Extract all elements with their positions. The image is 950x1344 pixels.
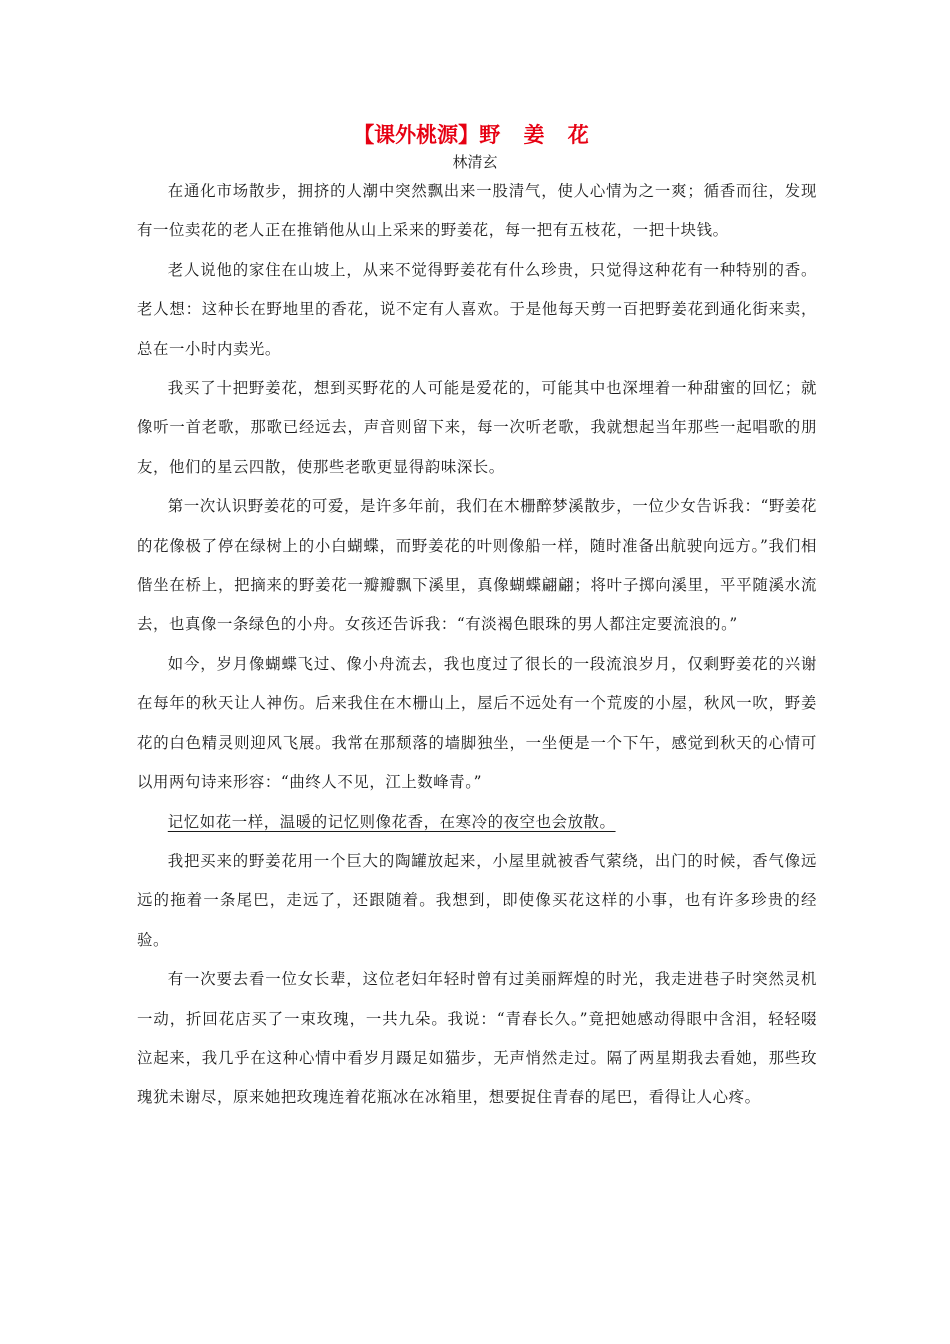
paragraph-1: 在通化市场散步，拥挤的人潮中突然飘出来一股清气，使人心情为之一爽；循香而往，发现有一位卖花的老人正在推销他从山上采来的野姜花，每一把有五枝花，一把十块钱。 — [137, 182, 817, 240]
paragraph-2: 老人说他的家住在山坡上，从来不觉得野姜花有什么珍贵，只觉得这种花有一种特别的香。老人想：这种长在野地里的香花，说不定有人喜欢。于是他每天剪一百把野姜花到通化街来卖，总在一小时内卖光。 — [137, 260, 817, 358]
title-main: 野 姜 花 — [479, 123, 597, 147]
article-title — [0, 120, 950, 150]
paragraph-3: 我买了十把野姜花，想到买野花的人可能是爱花的，可能其中也深埋着一种甜蜜的回忆；就像听一首老歌，那歌已经远去，声音则留下来，每一次听老歌，我就想起当年那些一起唱歌的朋友，他们的星云四散，使那些老歌更显得韵味深长。 — [137, 379, 817, 476]
underlined-sentence: 记忆如花一样，温暖的记忆则像花香，在寒冷的夜空也会放散。 — [167, 812, 616, 831]
title-block — [0, 120, 950, 174]
paragraph-7: 我把买来的野姜花用一个巨大的陶罐放起来，小屋里就被香气萦绕，出门的时候，香气像远远的拖着一条尾巴，走远了，还跟随着。我想到，即使像买花这样的小事，也有许多珍贵的经验。 — [137, 851, 817, 949]
paragraph-8: 有一次要去看一位女长辈，这位老妇年轻时曾有过美丽辉煌的时光，我走进巷子时突然灵机一动，折回花店买了一束玫瑰，一共九朵。我说：“青春长久。”竟把她感动得眼中含泪，轻轻啜泣起来，我几乎在这种心情中看岁月蹑足如猫步，无声悄然走过。隔了两星期我去看她，那些玫瑰犹未谢尽，原来她把玫瑰连着花瓶冰在冰箱里，想要捉住青春的尾巴，看得让人心疼。 — [137, 970, 817, 1107]
paragraph-4: 第一次认识野姜花的可爱，是许多年前，我们在木栅醉梦溪散步，一位少女告诉我：“野姜花的花像极了停在绿树上的小白蝴蝶，而野姜花的叶则像船一样，随时准备出航驶向远方。”我们相偕坐在桥上，把摘来的野姜花一瓣瓣飘下溪里，真像蝴蝶翩翩；将叶子掷向溪里，平平随溪水流去，也真像一条绿色的小舟。女孩还告诉我：“有淡褐色眼珠的男人都注定要流浪的。” — [137, 497, 817, 634]
paragraph-6-underlined — [137, 803, 817, 842]
author-name: 林清玄 — [452, 153, 498, 171]
paragraph-5: 如今，岁月像蝴蝶飞过、像小舟流去，我也度过了很长的一段流浪岁月，仅剩野姜花的兴谢在每年的秋天让人神伤。后来我住在木栅山上，屋后不远处有一个荒废的小屋，秋风一吹，野姜花的白色精灵则迎风飞展。我常在那颓落的墙脚独坐，一坐便是一个下午，感觉到秋天的心情可以用两句诗来形容：“曲终人不见，江上数峰青。” — [137, 654, 817, 792]
article-body — [137, 172, 817, 1118]
title-tag: 【课外桃源】 — [353, 123, 480, 147]
